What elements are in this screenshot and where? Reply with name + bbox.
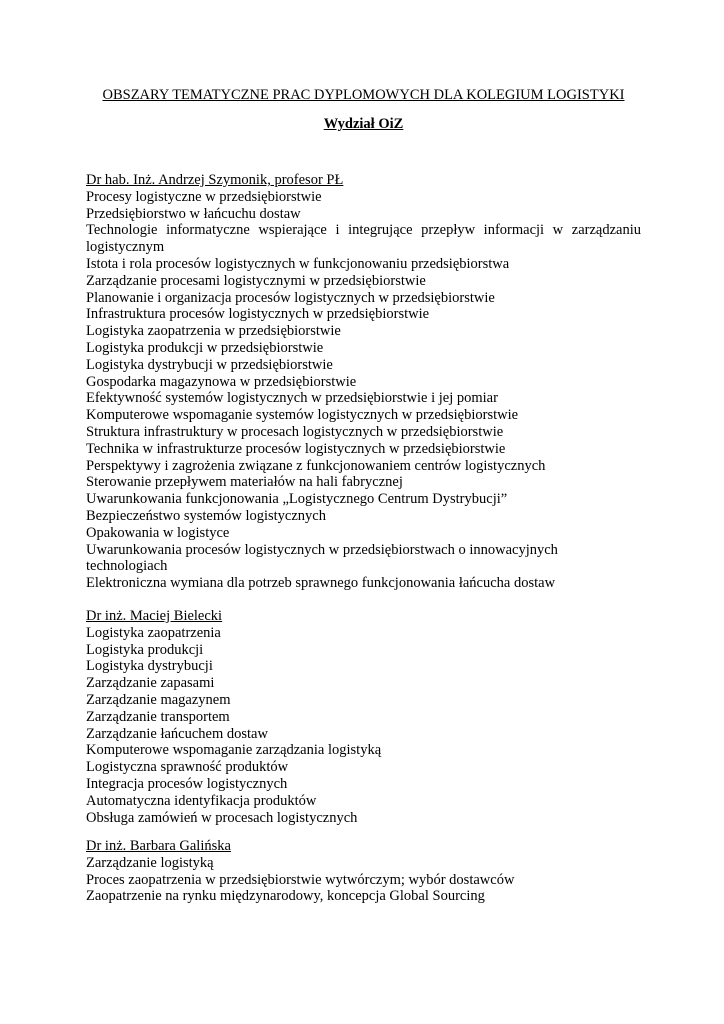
topic-item: Zarządzanie procesami logistycznymi w przedsiębiorstwie bbox=[86, 272, 426, 289]
topic-item: Uwarunkowania funkcjonowania „Logistycznego Centrum Dystrybucji” bbox=[86, 491, 508, 508]
supervisor-name: Dr inż. Barbara Galińska bbox=[86, 838, 231, 854]
supervisor-section bbox=[86, 838, 641, 905]
topic-item: Zarządzanie zapasami bbox=[86, 675, 215, 692]
topic-item: Gospodarka magazynowa w przedsiębiorstwie bbox=[86, 373, 357, 390]
topic-item: Przedsiębiorstwo w łańcuchu dostaw bbox=[86, 205, 301, 222]
topic-item: Zarządzanie transportem bbox=[86, 708, 230, 725]
topic-item: Logistyka dystrybucji bbox=[86, 658, 213, 675]
topic-item: Opakowania w logistyce bbox=[86, 524, 230, 541]
topic-item: Zarządzanie łańcuchem dostaw bbox=[86, 725, 268, 742]
topic-item: Logistyka dystrybucji w przedsiębiorstwie bbox=[86, 356, 333, 373]
topic-item: Procesy logistyczne w przedsiębiorstwie bbox=[86, 188, 322, 205]
topic-item: Obsługa zamówień w procesach logistycznych bbox=[86, 809, 358, 826]
supervisor-section bbox=[86, 172, 641, 592]
topic-item: Proces zaopatrzenia w przedsiębiorstwie wytwórczym; wybór dostawców bbox=[86, 871, 515, 888]
topic-item: Logistyka produkcji w przedsiębiorstwie bbox=[86, 339, 324, 356]
topic-item: Logistyka produkcji bbox=[86, 641, 204, 658]
topic-item: Uwarunkowania procesów logistycznych w przedsiębiorstwach o innowacyjnych bbox=[86, 541, 558, 558]
topic-item: Sterowanie przepływem materiałów na hali fabrycznej bbox=[86, 474, 403, 491]
topic-item: Zaopatrzenie na rynku międzynarodowy, koncepcja Global Sourcing bbox=[86, 888, 485, 905]
topic-item: Bezpieczeństwo systemów logistycznych bbox=[86, 507, 326, 524]
topic-item: Logistyka zaopatrzenia bbox=[86, 624, 221, 641]
topic-item: Efektywność systemów logistycznych w przedsiębiorstwie i jej pomiar bbox=[86, 390, 498, 407]
topic-item: logistycznym bbox=[86, 239, 165, 256]
topic-item: Planowanie i organizacja procesów logistycznych w przedsiębiorstwie bbox=[86, 289, 495, 306]
topic-item: Perspektywy i zagrożenia związane z funkcjonowaniem centrów logistycznych bbox=[86, 457, 546, 474]
topic-item: Automatyczna identyfikacja produktów bbox=[86, 792, 317, 809]
topic-item: technologiach bbox=[86, 558, 168, 575]
topic-item: Struktura infrastruktury w procesach logistycznych w przedsiębiorstwie bbox=[86, 423, 504, 440]
supervisor-name: Dr hab. Inż. Andrzej Szymonik, profesor PŁ bbox=[86, 172, 344, 188]
document-title: OBSZARY TEMATYCZNE PRAC DYPLOMOWYCH DLA KOLEGIUM LOGISTYKI bbox=[102, 87, 625, 103]
topic-item: Logistyka zaopatrzenia w przedsiębiorstwie bbox=[86, 323, 341, 340]
topic-item: Integracja procesów logistycznych bbox=[86, 775, 288, 792]
topic-item: Komputerowe wspomaganie systemów logistycznych w przedsiębiorstwie bbox=[86, 407, 519, 424]
topic-item: Elektroniczna wymiana dla potrzeb sprawnego funkcjonowania łańcucha dostaw bbox=[86, 575, 556, 592]
supervisor-name: Dr inż. Maciej Bielecki bbox=[86, 608, 223, 624]
topic-item: Zarządzanie logistyką bbox=[86, 854, 214, 871]
topic-item: Zarządzanie magazynem bbox=[86, 691, 231, 708]
supervisor-section bbox=[86, 608, 641, 826]
topic-item: Technika w infrastrukturze procesów logistycznych w przedsiębiorstwie bbox=[86, 440, 506, 457]
topic-item: Istota i rola procesów logistycznych w funkcjonowaniu przedsiębiorstwa bbox=[86, 255, 510, 272]
topic-item: Technologie informatyczne wspierające i integrujące przepływ informacji w zarządzaniu bbox=[86, 222, 641, 239]
department-heading: Wydział OiZ bbox=[323, 116, 404, 132]
topic-item: Komputerowe wspomaganie zarządzania logistyką bbox=[86, 742, 382, 759]
topic-item: Logistyczna sprawność produktów bbox=[86, 759, 289, 776]
topic-item: Infrastruktura procesów logistycznych w przedsiębiorstwie bbox=[86, 306, 430, 323]
